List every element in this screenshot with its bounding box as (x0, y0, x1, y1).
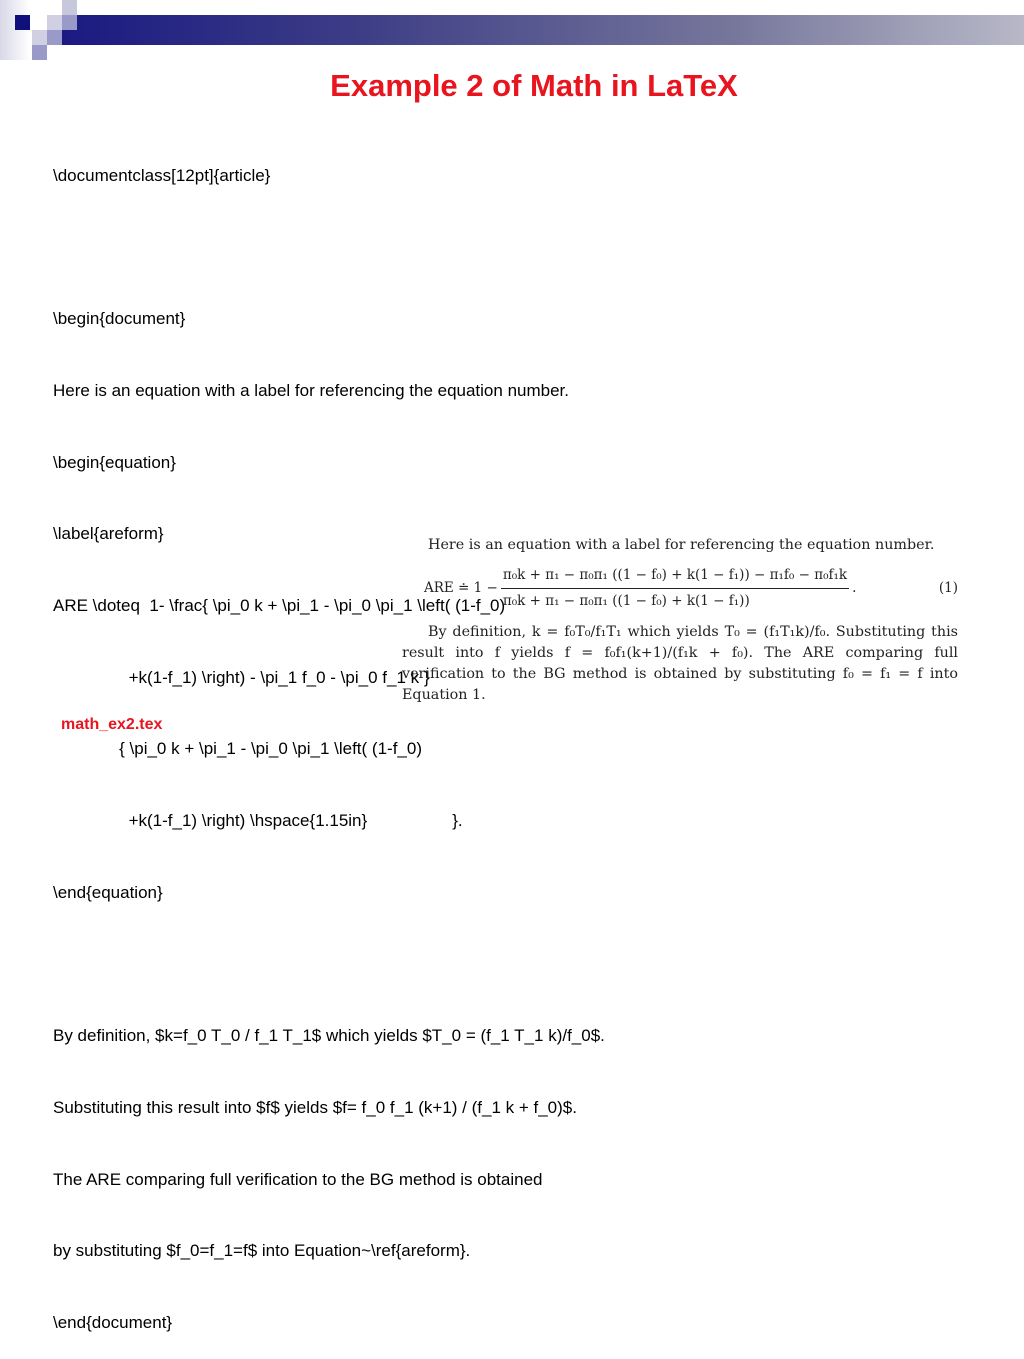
header-fade (0, 0, 30, 60)
equation-1 (402, 558, 958, 618)
source-line: Here is an equation with a label for referencing the equation number. (53, 380, 569, 400)
source-line: Substituting this result into $f$ yields $f= f_0 f_1 (k+1) / (f_1 k + f_0)$. (53, 1097, 577, 1117)
source-line (53, 236, 605, 260)
source-line: The ARE comparing full verification to the BG method is obtained (53, 1169, 543, 1189)
source-line: \begin{document} (53, 309, 186, 329)
decor-square (62, 15, 77, 30)
source-line: \documentclass[12pt]{article} (53, 165, 271, 185)
source-line: \end{equation} (53, 882, 163, 902)
source-line: { \pi_0 k + \pi_1 - \pi_0 \pi_1 \left( (1-f_0) (53, 739, 422, 759)
source-line: +k(1-f_1) \right) - \pi_1 f_0 - \pi_0 f_1 k } (53, 667, 430, 687)
source-line: \begin{equation} (53, 452, 176, 472)
equation-period: . (852, 579, 857, 596)
decor-square (47, 30, 62, 45)
source-line: By definition, $k=f_0 T_0 / f_1 T_1$ which yields $T_0 = (f_1 T_1 k)/f_0$. (53, 1026, 605, 1046)
source-line: ARE \doteq 1- \frac{ \pi_0 k + \pi_1 - \pi_0 \pi_1 \left( (1-f_0) (53, 596, 506, 616)
source-line: \end{document} (53, 1313, 173, 1333)
output-intro: Here is an equation with a label for referencing the equation number. (428, 537, 935, 553)
equation-denominator: π₀k + π₁ − π₀π₁ ((1 − f₀) + k(1 − f₁)) (502, 592, 750, 609)
header-gradient-bar (62, 15, 1024, 45)
equation-fraction (501, 565, 849, 612)
decor-square (15, 15, 30, 30)
output-paragraph: By definition, k = f₀T₀/f₁T₁ which yields T₀ = (f₁T₁k)/f₀. Substituting this result into f yields f = f₀f₁(k+1)/(f₁k + f₀). The ARE comparing full verification to the BG method is obtained by substituting f₀ = f₁ = f into Equation 1. (402, 624, 958, 703)
equation-number: (1) (938, 579, 958, 596)
decor-square (32, 30, 47, 45)
source-line (53, 953, 605, 977)
latex-source (53, 116, 605, 1359)
decor-square (47, 15, 62, 30)
source-line: +k(1-f_1) \right) \hspace{1.15in} }. (53, 811, 463, 831)
decor-square (62, 0, 77, 15)
equation-numerator: π₀k + π₁ − π₀π₁ ((1 − f₀) + k(1 − f₁)) − π₁f₀ − π₀f₁k (501, 565, 849, 589)
slide-title: Example 2 of Math in LaTeX (330, 68, 738, 103)
rendered-output (402, 535, 958, 706)
source-line: by substituting $f_0=f_1=f$ into Equation~\ref{areform}. (53, 1241, 471, 1261)
decor-square (32, 45, 47, 60)
slide-footer-filename: math_ex2.tex (61, 716, 163, 733)
source-line: \label{areform} (53, 524, 164, 544)
equation-lhs: ARE ≐ 1 − (424, 579, 498, 596)
